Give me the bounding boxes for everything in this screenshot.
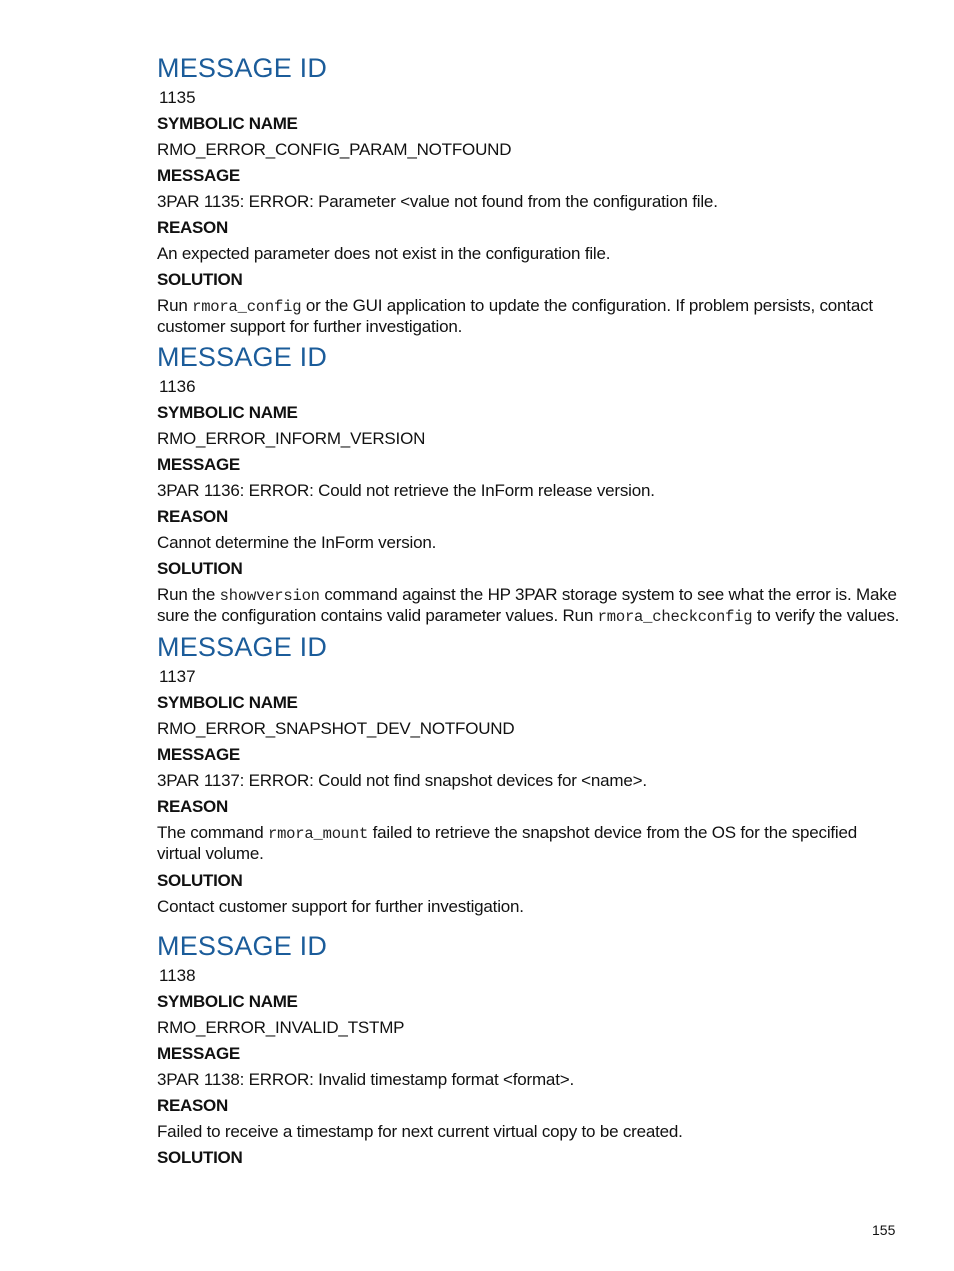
- reason-text: Cannot determine the InForm version.: [157, 533, 437, 552]
- message-id-value: 1138: [159, 966, 196, 985]
- message-label: MESSAGE: [157, 455, 240, 474]
- reason-text: [157, 820, 902, 868]
- section-spacer: [157, 920, 902, 930]
- message-id-value: 1137: [159, 667, 196, 686]
- message-entry-1137: [157, 631, 902, 920]
- solution-text: [157, 582, 902, 631]
- symbolic-name-label: SYMBOLIC NAME: [157, 992, 298, 1011]
- message-text: 3PAR 1137: ERROR: Could not find snapshot devices for <name>.: [157, 771, 647, 790]
- message-entry-1136: [157, 341, 902, 631]
- command-code: rmora_mount: [267, 825, 369, 843]
- solution-text-part: Run the: [157, 585, 220, 604]
- symbolic-name-label: SYMBOLIC NAME: [157, 403, 298, 422]
- command-code: rmora_config: [192, 298, 302, 316]
- page-number: 155: [872, 1222, 896, 1238]
- symbolic-name-value: RMO_ERROR_SNAPSHOT_DEV_NOTFOUND: [157, 719, 515, 738]
- solution-label: SOLUTION: [157, 270, 243, 289]
- message-entry-1138: [157, 930, 902, 1171]
- reason-text-part: The command: [157, 823, 268, 842]
- solution-label: SOLUTION: [157, 559, 243, 578]
- message-entry-1135: [157, 52, 902, 341]
- solution-text-part: Run: [157, 296, 193, 315]
- solution-label: SOLUTION: [157, 1148, 243, 1167]
- symbolic-name-value: RMO_ERROR_INVALID_TSTMP: [157, 1018, 405, 1037]
- symbolic-name-label: SYMBOLIC NAME: [157, 114, 298, 133]
- reason-label: REASON: [157, 797, 228, 816]
- symbolic-name-value: RMO_ERROR_INFORM_VERSION: [157, 429, 426, 448]
- message-label: MESSAGE: [157, 166, 240, 185]
- solution-text: Contact customer support for further investigation.: [157, 897, 524, 916]
- message-id-heading: MESSAGE ID: [157, 342, 328, 372]
- symbolic-name-value: RMO_ERROR_CONFIG_PARAM_NOTFOUND: [157, 140, 512, 159]
- message-text: 3PAR 1135: ERROR: Parameter <value not found from the configuration file.: [157, 192, 718, 211]
- message-label: MESSAGE: [157, 745, 240, 764]
- reason-label: REASON: [157, 507, 228, 526]
- solution-text: [157, 293, 902, 341]
- message-label: MESSAGE: [157, 1044, 240, 1063]
- message-id-heading: MESSAGE ID: [157, 931, 328, 961]
- reason-text: An expected parameter does not exist in the configuration file.: [157, 244, 611, 263]
- reason-label: REASON: [157, 218, 228, 237]
- message-id-heading: MESSAGE ID: [157, 632, 328, 662]
- message-id-value: 1136: [159, 377, 196, 396]
- message-id-heading: MESSAGE ID: [157, 53, 328, 83]
- command-code: showversion: [219, 587, 320, 605]
- message-text: 3PAR 1136: ERROR: Could not retrieve the InForm release version.: [157, 481, 655, 500]
- reason-text: Failed to receive a timestamp for next current virtual copy to be created.: [157, 1122, 683, 1141]
- solution-text-part: to verify the values.: [752, 606, 900, 625]
- reason-label: REASON: [157, 1096, 228, 1115]
- symbolic-name-label: SYMBOLIC NAME: [157, 693, 298, 712]
- reason-text-part: failed to retrieve the snapshot device from the OS for the specified virtual volume.: [157, 823, 858, 863]
- solution-text-part: or the GUI application to update the configuration. If problem persists, contact customer support for further investigation.: [157, 296, 873, 336]
- solution-text-part: command against the HP 3PAR storage system to see what the error is. Make sure the configuration contains valid parameter values. Run: [157, 585, 897, 625]
- document-page: [157, 52, 902, 1171]
- command-code: rmora_checkconfig: [597, 608, 753, 626]
- message-id-value: 1135: [159, 88, 196, 107]
- message-text: 3PAR 1138: ERROR: Invalid timestamp format <format>.: [157, 1070, 574, 1089]
- solution-label: SOLUTION: [157, 871, 243, 890]
